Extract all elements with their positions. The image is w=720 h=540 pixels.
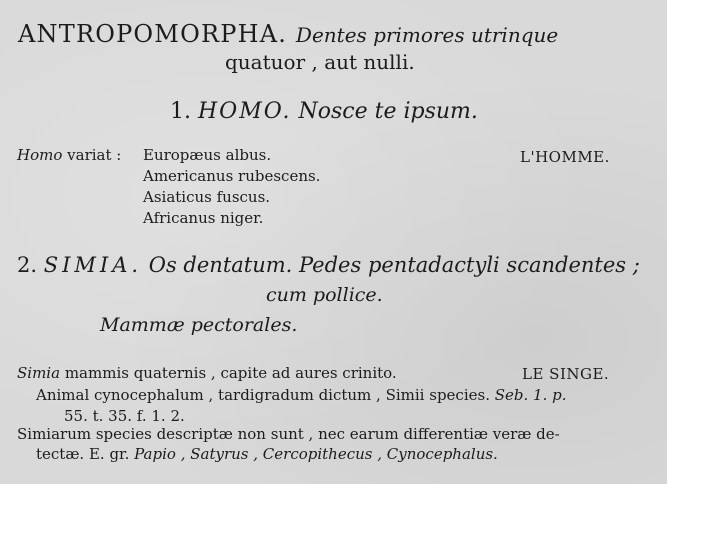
simia-para-line-5 [36, 447, 498, 462]
homo-genus-label: Homo [17, 146, 63, 164]
homo-number: 1. [170, 99, 191, 124]
simia-para-line5-lead: tectæ. E. gr. [36, 445, 130, 463]
variety-item: Americanus rubescens. [143, 167, 321, 185]
homo-motto: Nosce te ipsum. [298, 99, 478, 124]
heading-line-2: quatuor , aut nulli. [225, 50, 415, 74]
simia-para-line2-ref: Seb. 1. p. [494, 386, 567, 404]
homo-heading [170, 101, 478, 123]
variety-item: Africanus niger. [143, 209, 264, 227]
simia-heading [17, 255, 640, 276]
simia-name: SIMIA. [43, 253, 143, 277]
simia-french-name: LE SINGE. [522, 365, 610, 383]
variety-item: Asiaticus fuscus. [143, 188, 271, 206]
variat-text: variat : [67, 146, 122, 164]
simia-line-3: Mammæ pectorales. [100, 314, 298, 336]
simia-number: 2. [17, 253, 38, 277]
simia-para-line-4: Simiarum species descriptæ non sunt , nec earum differentiæ veræ de- [17, 425, 560, 443]
heading-title: ANTROPOMORPHA. [18, 20, 288, 48]
simia-para-line1-rest: mammis quaternis , capite ad aures crinito. [64, 364, 397, 382]
simia-para-line2-main: Animal cynocephalum , tardigradum dictum , Simii species. [36, 386, 490, 404]
simia-para-line-2 [36, 388, 567, 403]
heading-title-rest: Dentes primores utrinque [295, 23, 559, 47]
simia-para-line-1 [17, 366, 397, 381]
simia-line1-rest: Os dentatum. Pedes pentadactyli scandentes ; [148, 253, 640, 277]
simia-genus-label: Simia [17, 364, 61, 382]
simia-line-2: cum pollice. [266, 284, 383, 306]
simia-para-line-3: 55. t. 35. f. 1. 2. [64, 407, 185, 425]
homo-name: HOMO. [198, 99, 292, 124]
homo-variat-label [17, 148, 121, 163]
homo-french-name: L'HOMME. [520, 148, 610, 166]
simia-examples: Papio , Satyrus , Cercopithecus , Cynocephalus. [134, 445, 498, 463]
variety-item: Europæus albus. [143, 146, 272, 164]
genus-heading [18, 22, 558, 46]
